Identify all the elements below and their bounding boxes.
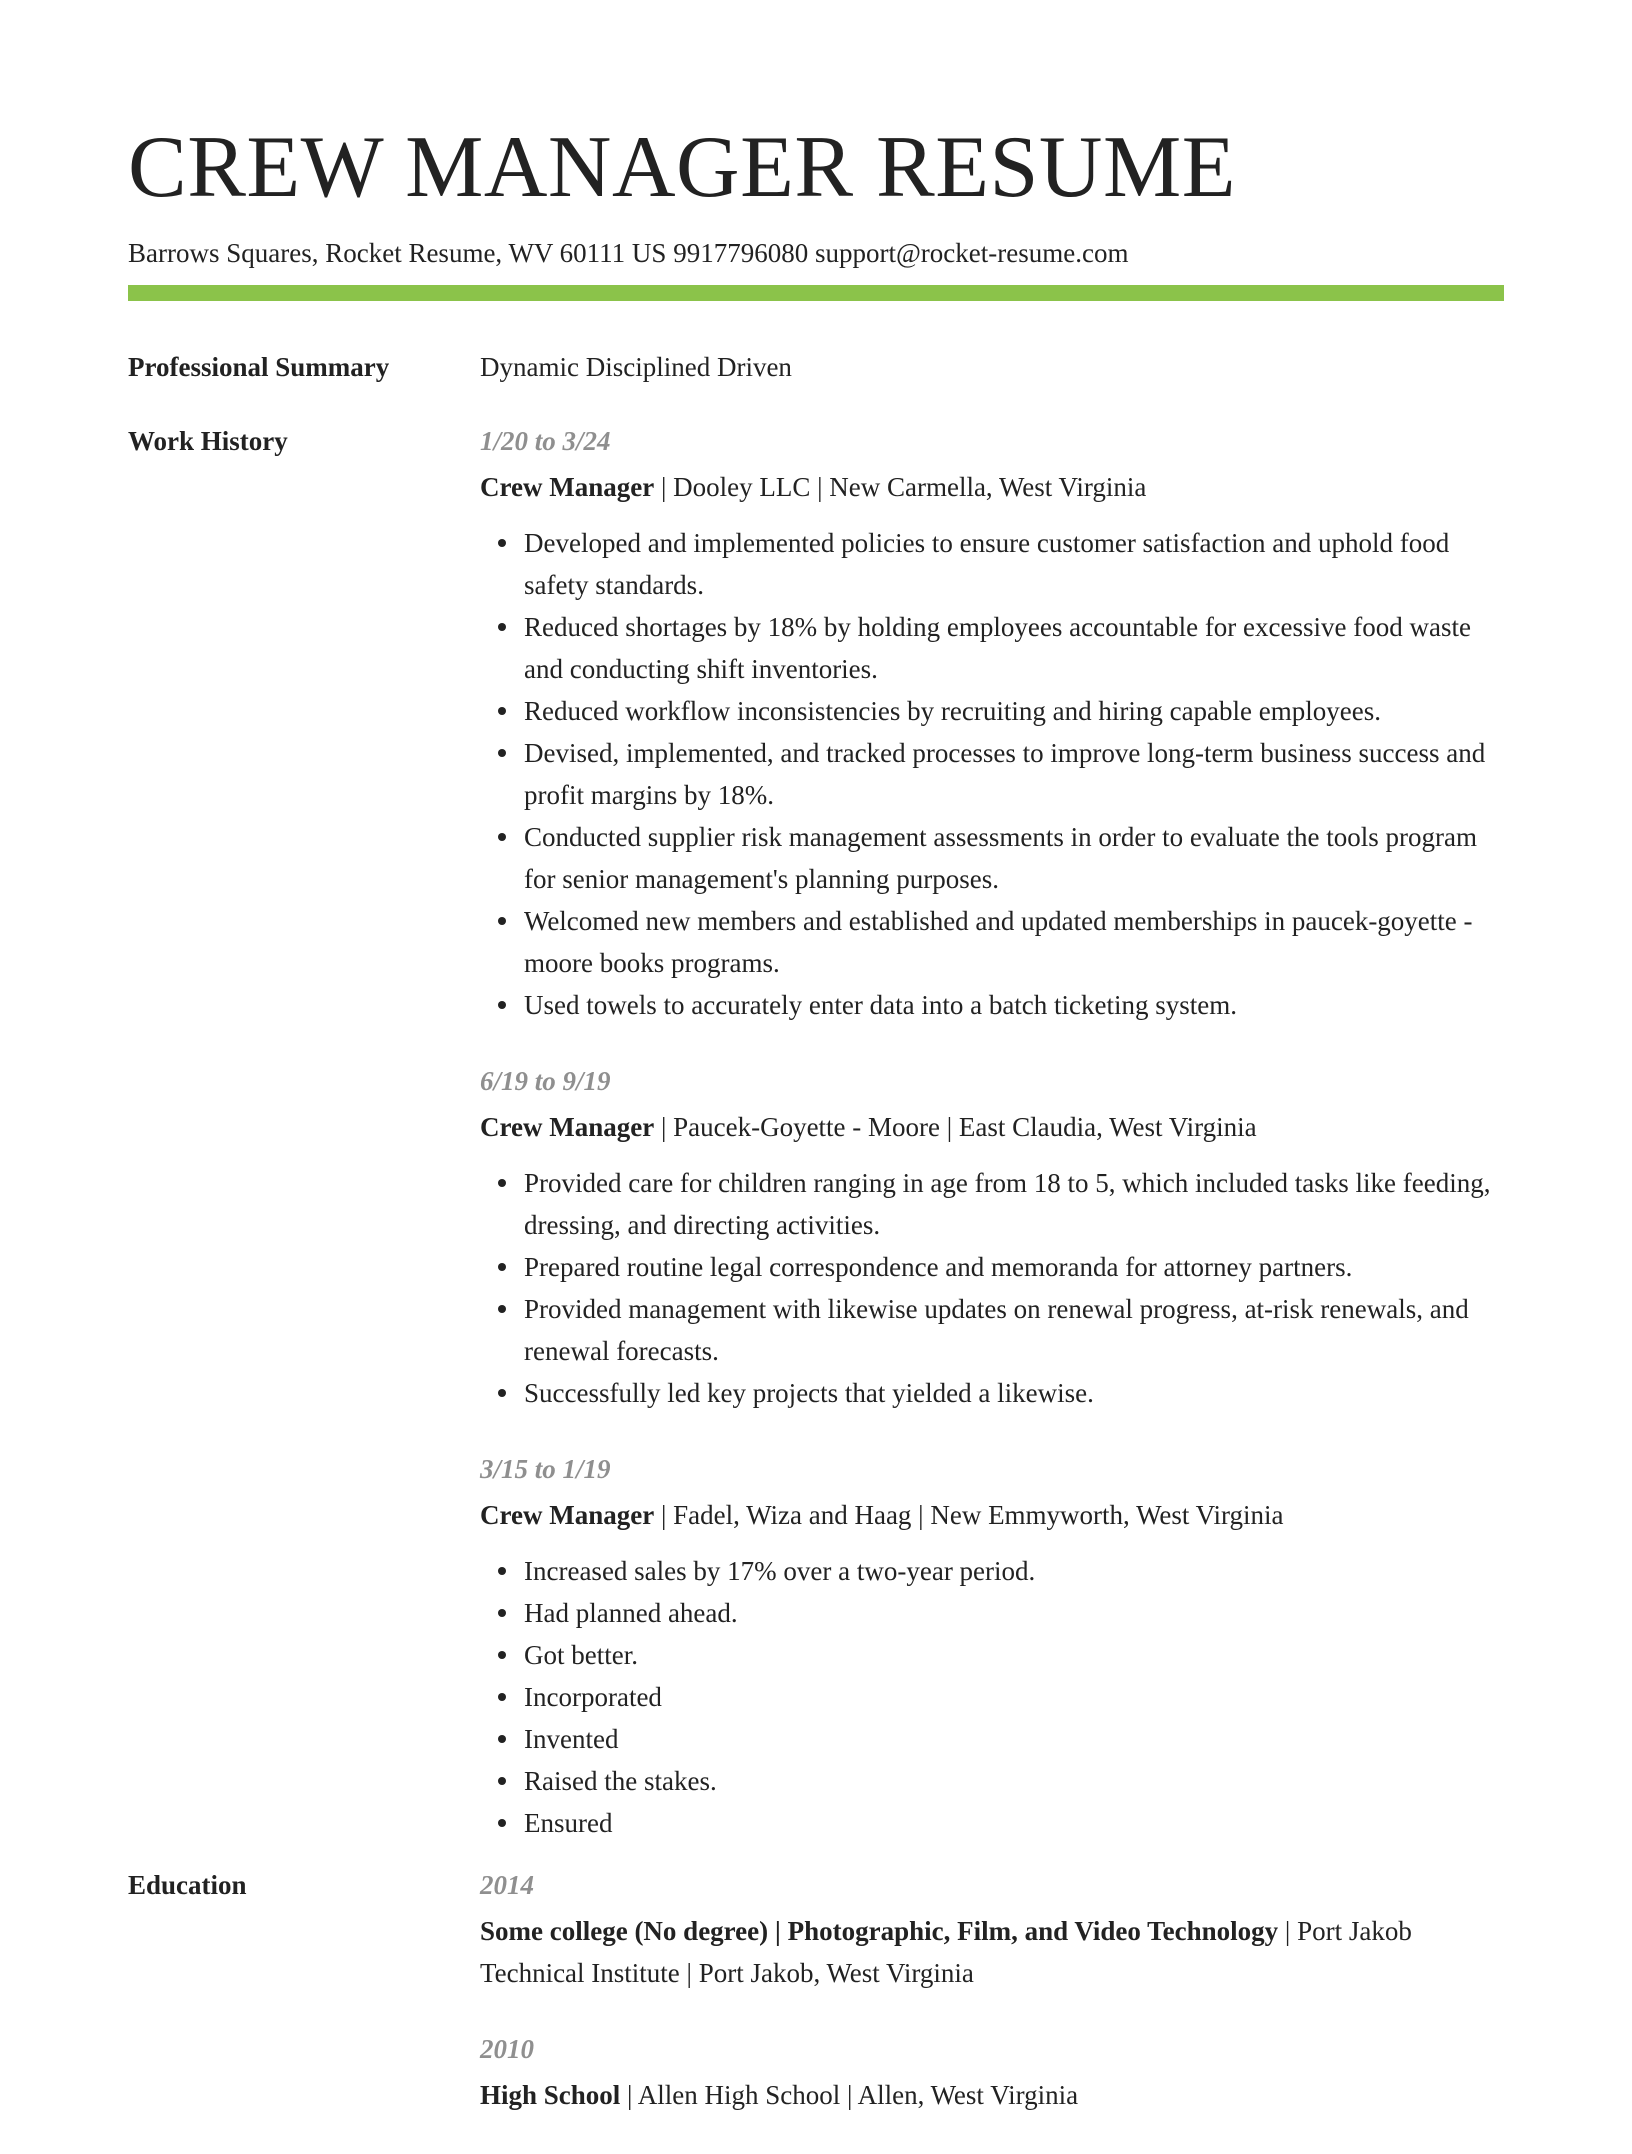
job-bullet: Incorporated [524,1676,1504,1718]
education-entry [480,1868,1504,1994]
job-bullet: Invented [524,1718,1504,1760]
job-bullet: Reduced shortages by 18% by holding employees accountable for excessive food waste and conducting shift inventories. [524,606,1504,690]
job-entry [480,1452,1504,1844]
education-details: | Port Jakob Technical Institute | Port Jakob, West Virginia [480,1916,1412,1988]
education-details: | Allen High School | Allen, West Virginia [620,2080,1079,2110]
job-details: | Dooley LLC | New Carmella, West Virginia [654,472,1147,502]
education-entry [480,2032,1504,2116]
job-dates: 6/19 to 9/19 [480,1066,611,1096]
contact-line: Barrows Squares, Rocket Resume, WV 60111 US 9917796080 support@rocket-resume.com [128,238,1129,268]
accent-divider [128,285,1504,301]
summary-text: Dynamic Disciplined Driven [480,352,792,382]
education-degree: Some college (No degree) | Photographic, Film, and Video Technology [480,1916,1279,1946]
education-year: 2014 [480,1870,534,1900]
job-role-line [480,466,1504,508]
job-bullet: Increased sales by 17% over a two-year period. [524,1550,1504,1592]
job-bullet: Got better. [524,1634,1504,1676]
resume-header [128,118,1504,270]
summary-heading: Professional Summary [128,352,390,382]
education-line [480,2074,1504,2116]
job-entry [480,424,1504,1026]
education-degree: High School [480,2080,621,2110]
education-heading: Education [128,1870,247,1900]
job-details: | Fadel, Wiza and Haag | New Emmyworth, West Virginia [654,1500,1284,1530]
job-bullet: Prepared routine legal correspondence and memoranda for attorney partners. [524,1246,1504,1288]
job-bullets [480,1550,1504,1844]
job-bullets [480,522,1504,1026]
job-bullet: Raised the stakes. [524,1760,1504,1802]
job-bullet: Had planned ahead. [524,1592,1504,1634]
job-bullet: Ensured [524,1802,1504,1844]
resume-title: CREW MANAGER RESUME [128,119,1236,216]
job-entry [480,1064,1504,1414]
job-dates: 3/15 to 1/19 [480,1454,611,1484]
education-year: 2010 [480,2034,534,2064]
education-line [480,1910,1504,1994]
job-bullets [480,1162,1504,1414]
job-bullet: Provided care for children ranging in age from 18 to 5, which included tasks like feeding, dressing, and directing activities. [524,1162,1504,1246]
job-title: Crew Manager [480,472,655,502]
job-bullet: Developed and implemented policies to ensure customer satisfaction and uphold food safety standards. [524,522,1504,606]
job-bullet: Reduced workflow inconsistencies by recruiting and hiring capable employees. [524,690,1504,732]
job-bullet: Used towels to accurately enter data into a batch ticketing system. [524,984,1504,1026]
job-title: Crew Manager [480,1112,655,1142]
job-title: Crew Manager [480,1500,655,1530]
job-dates: 1/20 to 3/24 [480,426,611,456]
education-list [480,1868,1504,2154]
job-details: | Paucek-Goyette - Moore | East Claudia, West Virginia [654,1112,1257,1142]
job-bullet: Successfully led key projects that yielded a likewise. [524,1372,1504,1414]
work-history-heading: Work History [128,426,288,456]
job-role-line [480,1494,1504,1536]
job-bullet: Conducted supplier risk management assessments in order to evaluate the tools program for senior management's planning purposes. [524,816,1504,900]
job-bullet: Devised, implemented, and tracked processes to improve long-term business success and profit margins by 18%. [524,732,1504,816]
job-role-line [480,1106,1504,1148]
job-bullet: Provided management with likewise updates on renewal progress, at-risk renewals, and renewal forecasts. [524,1288,1504,1372]
job-bullet: Welcomed new members and established and updated memberships in paucek-goyette - moore books programs. [524,900,1504,984]
work-history-list [480,424,1504,1844]
